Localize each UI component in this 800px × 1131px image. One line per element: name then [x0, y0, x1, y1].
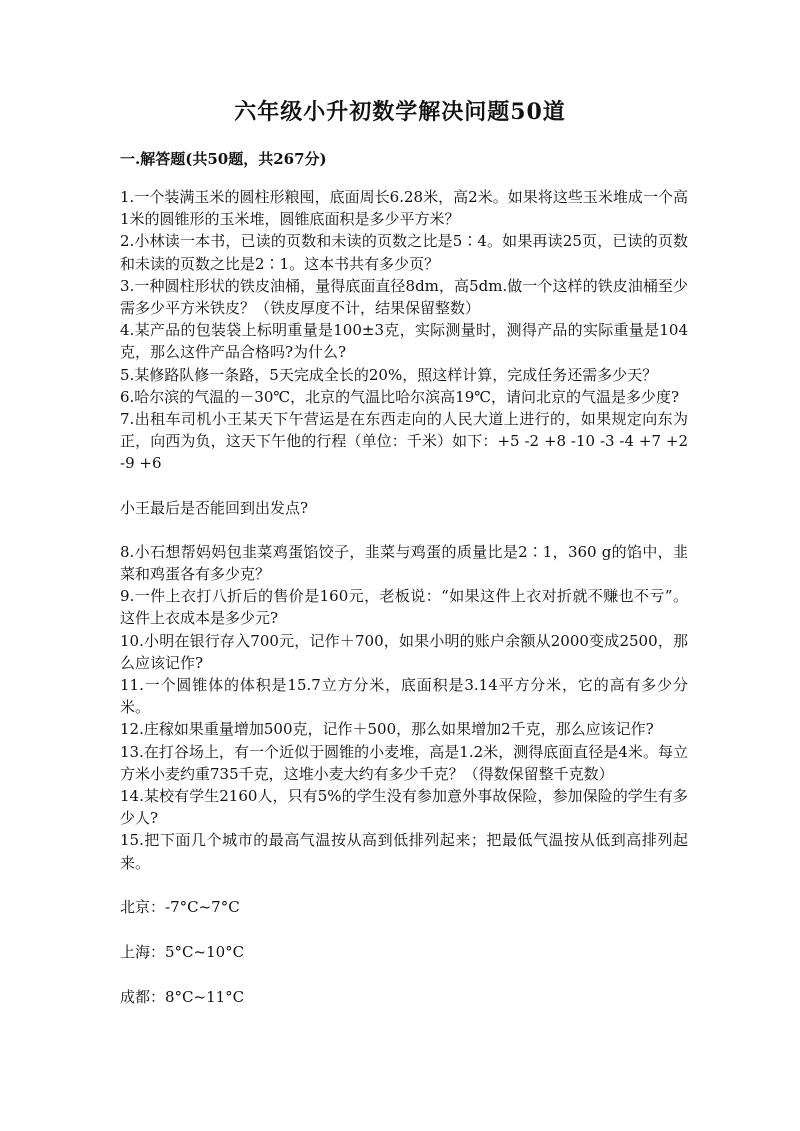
question-14: 14.某校有学生2160人，只有5%的学生没有参加意外事故保险，参加保险的学生有多少人?: [120, 787, 688, 828]
city-chengdu: 成都：8°C~11°C: [120, 988, 245, 1007]
question-list: [120, 186, 688, 1032]
question-3: 3.一种圆柱形状的铁皮油桶，量得底面直径8dm，高5dm.做一个这样的铁皮油桶至少需多少平方米铁皮？（铁皮厚度不计，结果保留整数）: [120, 276, 688, 318]
city-beijing: 北京：-7°C~7°C: [120, 897, 240, 916]
question-13: 13.在打谷场上，有一个近似于圆锥的小麦堆，高是1.2米，测得底面直径是4米。每立方米小麦约重735千克，这堆小麦大约有多少千克？（得数保留整千克数）: [120, 742, 688, 783]
spacer: [120, 874, 688, 896]
question-1: 1.一个装满玉米的圆柱形粮囤，底面周长6.28米，高2米。如果将这些玉米堆成一个高1米的圆锥形的玉米堆，圆锥底面积是多少平方米？: [120, 188, 688, 229]
question-9: 9.一件上衣打八折后的售价是160元，老板说：“如果这件上衣对折就不赚也不亏”。这件上衣成本是多少元?: [120, 587, 688, 628]
page-title: 六年级小升初数学解决问题50道: [234, 99, 566, 125]
city-shanghai: 上海：5°C~10°C: [120, 943, 245, 962]
question-15: 15.把下面几个城市的最高气温按从高到低排列起来；把最低气温按从低到高排列起来。: [120, 831, 688, 872]
question-7: 7.出租车司机小王某天下午营运是在东西走向的人民大道上进行的，如果规定向东为正，向西为负，这天下午他的行程（单位：千米）如下：+5 -2 +8 -10 -3 -4 +7 +2 -9 +6: [120, 410, 688, 473]
question-8: 8.小石想帮妈妈包韭菜鸡蛋馅饺子，韭菜与鸡蛋的质量比是2∶1，360 g的馅中，韭菜和鸡蛋各有多少克？: [120, 542, 688, 584]
question-4: 4.某产品的包装袋上标明重量是100±3克，实际测量时，测得产品的实际重量是104克，那么这件产品合格吗?为什么?: [120, 321, 688, 362]
question-6: 6.哈尔滨的气温的－30℃，北京的气温比哈尔滨高19℃，请问北京的气温是多少度?: [120, 387, 680, 406]
question-10: 10.小明在银行存入700元，记作＋700，如果小明的账户余额从2000变成2500，那么应该记作?: [120, 631, 688, 672]
question-2: 2.小林读一本书，已读的页数和未读的页数之比是5∶4。如果再读25页，已读的页数和未读的页数之比是2∶1。这本书共有多少页？: [120, 232, 688, 273]
question-12: 12.庄稼如果重量增加500克，记作＋500，那么如果增加2千克，那么应该记作?: [120, 720, 654, 739]
question-11: 11.一个圆锥体的体积是15.7立方分米，底面积是3.14平方分米，它的高有多少分米。: [120, 676, 688, 717]
section-heading: 一.解答题(共50题，共267分): [120, 150, 327, 168]
question-5: 5.某修路队修一条路，5天完成全长的20%，照这样计算，完成任务还需多少天？: [120, 365, 658, 384]
question-7-followup: 小王最后是否能回到出发点?: [120, 498, 309, 517]
